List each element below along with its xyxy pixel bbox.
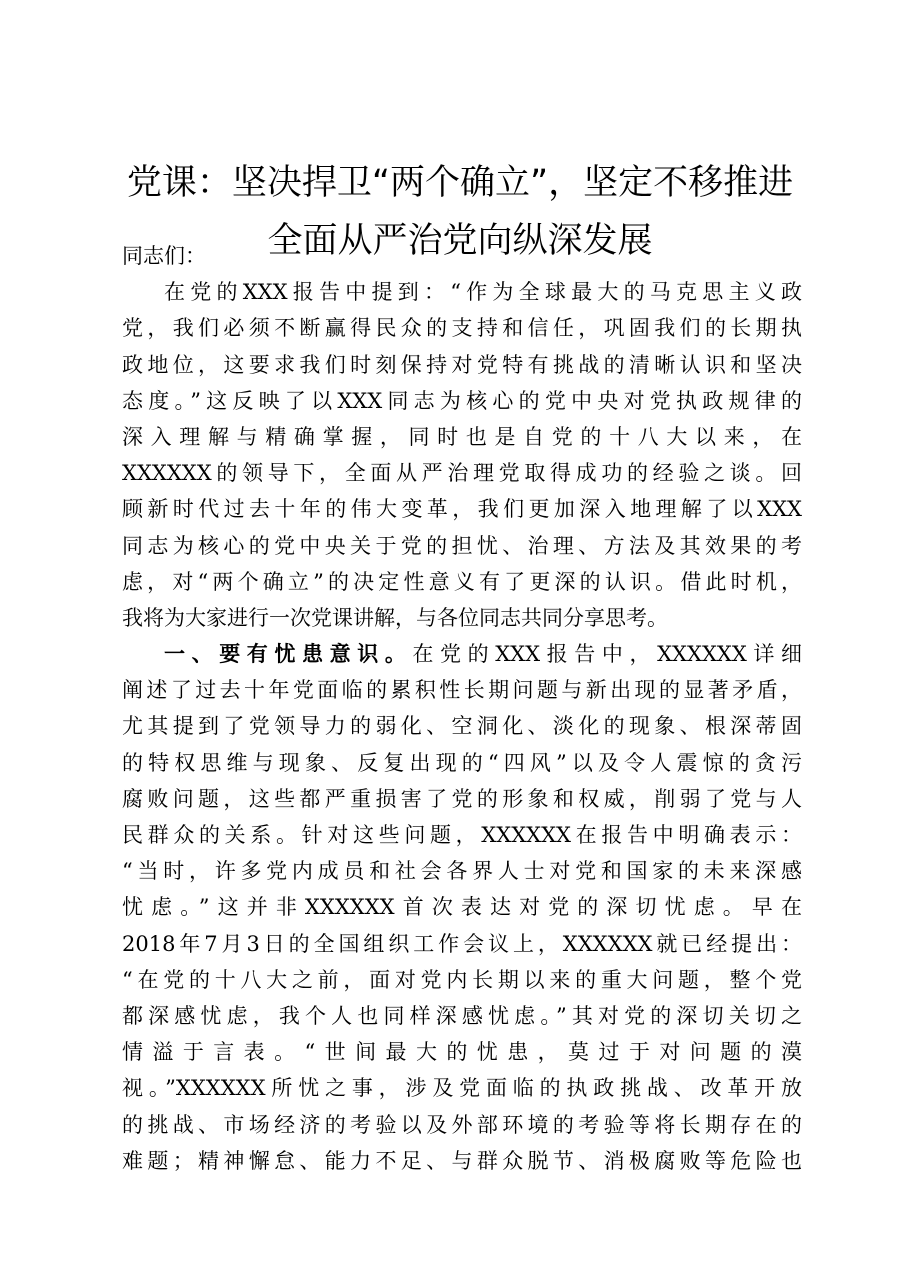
text-line: 腐败问题，这些都严重损害了党的形象和权威，削弱了党与人 [122,786,802,811]
section-1-first-line-text: 在党的XXX报告中，XXXXXX详细 [412,642,802,667]
title-line-1: 党课：坚决捍卫“两个确立”，坚定不移推进 [126,163,794,203]
text-line: 忧虑。”这并非XXXXXX首次表达对党的深切忧虑。早在 [122,895,802,920]
text-line: 视。”XXXXXX所忧之事，涉及党面临的执政挑战、改革开放 [122,1076,802,1101]
text-line: 深入理解与精确掌握，同时也是自党的十八大以来，在 [122,424,802,449]
text-line: 同志为核心的党中央关于党的担忧、治理、方法及其效果的考 [122,533,802,558]
text-line: 2018年7月3日的全国组织工作会议上，XXXXXX就已经提出： [122,931,802,956]
text-line: 情溢于言表。“世间最大的忧患，莫过于对问题的漠 [122,1040,802,1065]
text-line: 我将为大家进行一次党课讲解，与各位同志共同分享思考。 [122,605,668,630]
text-line: 的特权思维与现象、反复出现的“四风”以及令人震惊的贪污 [122,750,802,775]
paragraph-intro [122,274,802,636]
text-line: 尤其提到了党领导力的弱化、空洞化、淡化的现象、根深蒂固 [122,714,802,739]
text-line: XXXXXX的领导下，全面从严治理党取得成功的经验之谈。回 [122,461,802,486]
text-line: “当时，许多党内成员和社会各界人士对党和国家的未来深感 [122,859,802,884]
text-line: 的挑战、市场经济的考验以及外部环境的考验等将长期存在的 [122,1112,802,1137]
text-line: 在党的XXX报告中提到：“作为全球最大的马克思主义政 [164,280,802,305]
document-body [122,238,802,1179]
text-line: 虑，对“两个确立”的决定性意义有了更深的认识。借此时机， [122,569,802,594]
text-line: 阐述了过去十年党面临的累积性长期问题与新出现的显著矛盾， [122,678,802,703]
text-line: 民群众的关系。针对这些问题，XXXXXX在报告中明确表示： [122,823,802,847]
salutation: 同志们： [122,244,206,268]
title-line-2: 全面从严治党向纵深发展 [267,221,653,261]
text-line: 都深感忧虑，我个人也同样深感忧虑。”其对党的深切关切之 [122,1003,802,1028]
section-1-heading: 一、要有忧患意识。 [164,642,413,667]
section-1 [122,636,802,1179]
text-line: 党，我们必须不断赢得民众的支持和信任，巩固我们的长期执 [122,316,802,341]
text-line: 顾新时代过去十年的伟大变革，我们更加深入地理解了以XXX [122,497,802,522]
text-line: 政地位，这要求我们时刻保持对党特有挑战的清晰认识和坚决 [122,352,802,377]
text-line: “在党的十八大之前，面对党内长期以来的重大问题，整个党 [122,967,802,992]
text-line: 难题；精神懈怠、能力不足、与群众脱节、消极腐败等危险也 [122,1148,802,1173]
text-line: 态度。”这反映了以XXX同志为核心的党中央对党执政规律的 [122,388,802,413]
section-1-first-line [122,636,802,672]
